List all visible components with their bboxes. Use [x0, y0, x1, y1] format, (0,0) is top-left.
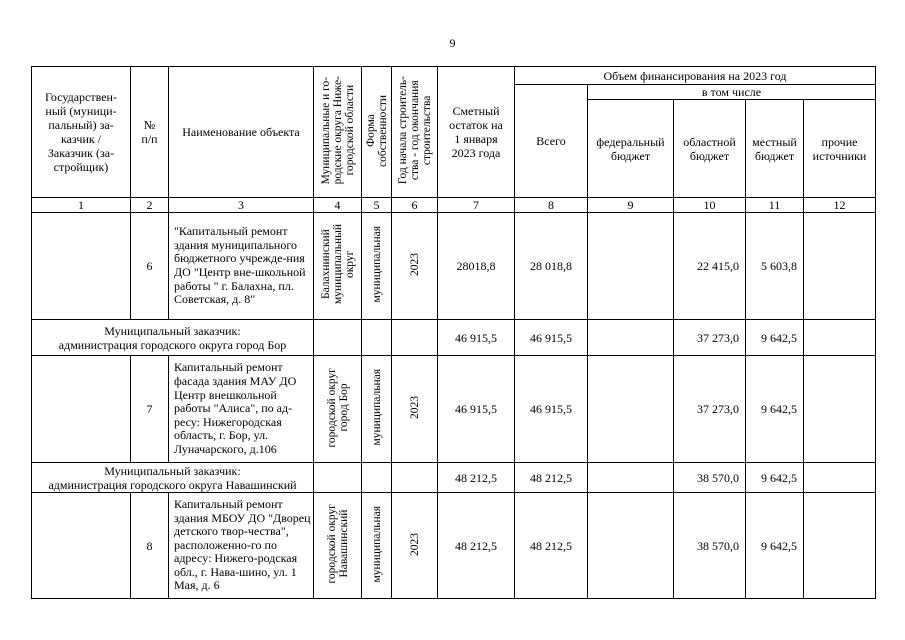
estimate-cell: 48 212,5	[438, 463, 515, 493]
municipality-cell	[314, 320, 362, 356]
regional-cell: 22 415,0	[674, 213, 746, 320]
column-number: 8	[515, 198, 588, 213]
federal-cell	[588, 463, 674, 493]
customer-cell	[32, 213, 131, 320]
table-row	[32, 213, 876, 320]
column-number: 2	[131, 198, 169, 213]
customer-cell	[32, 356, 131, 463]
years-cell: 2023	[392, 213, 438, 320]
local-cell: 9 642,5	[746, 320, 804, 356]
column-number: 7	[438, 198, 515, 213]
customer-name: Муниципальный заказчик: администрация городского округа город Бор	[32, 320, 314, 356]
regional-cell: 38 570,0	[674, 493, 746, 599]
page-number: 9	[449, 36, 456, 50]
header-financing: Объем финансирования на 2023 год	[515, 67, 876, 85]
header-federal: федеральный бюджет	[588, 100, 674, 198]
local-cell: 5 603,8	[746, 213, 804, 320]
column-number: 12	[804, 198, 876, 213]
header-regional: областной бюджет	[674, 100, 746, 198]
federal-cell	[588, 493, 674, 599]
municipality-cell: городской округ Навашинский	[314, 493, 362, 599]
column-number: 3	[169, 198, 314, 213]
regional-cell: 38 570,0	[674, 463, 746, 493]
estimate-cell: 48 212,5	[438, 493, 515, 599]
local-cell: 9 642,5	[746, 493, 804, 599]
total-cell: 48 212,5	[515, 493, 588, 599]
header-years: Год начала строитель- ства - год окончания строительства	[392, 67, 438, 198]
local-cell: 9 642,5	[746, 463, 804, 493]
ownership-cell: муниципальная	[362, 213, 392, 320]
regional-cell: 37 273,0	[674, 320, 746, 356]
table-row	[32, 493, 876, 599]
object-name: Капитальный ремонт здания МБОУ ДО "Дворец детского твор-чества", расположенно-го по адресу: Нижего-родская обл., г. Нава-шино, ул. 1 Мая, д. 6	[169, 493, 314, 599]
header-object-name: Наименование объекта	[169, 67, 314, 198]
column-number: 6	[392, 198, 438, 213]
federal-cell	[588, 213, 674, 320]
row-number: 7	[131, 356, 169, 463]
municipality-cell	[314, 463, 362, 493]
column-number: 5	[362, 198, 392, 213]
estimate-cell: 28018,8	[438, 213, 515, 320]
municipality-cell: Балахнинский муниципальный округ	[314, 213, 362, 320]
other-cell	[804, 320, 876, 356]
header-ownership: Форма собственности	[362, 67, 392, 198]
estimate-cell: 46 915,5	[438, 320, 515, 356]
table-row	[32, 320, 876, 356]
column-numbers-row	[32, 198, 876, 213]
ownership-cell	[362, 320, 392, 356]
municipality-cell: городской округ город Бор	[314, 356, 362, 463]
federal-cell	[588, 356, 674, 463]
header-customer: Государствен- ный (муници- пальный) за- казчик / Заказчик (за- стройщик)	[32, 67, 131, 198]
header-municipality: Муниципальные и го- родские округа Ниже- городской области	[314, 67, 362, 198]
row-number: 8	[131, 493, 169, 599]
customer-name: Муниципальный заказчик: администрация городского округа Навашинский	[32, 463, 314, 493]
header-number: № п/п	[131, 67, 169, 198]
other-cell	[804, 493, 876, 599]
ownership-cell: муниципальная	[362, 356, 392, 463]
years-cell	[392, 320, 438, 356]
customer-cell	[32, 493, 131, 599]
table-row	[32, 463, 876, 493]
ownership-cell	[362, 463, 392, 493]
row-number: 6	[131, 213, 169, 320]
object-name: Капитальный ремонт фасада здания МАУ ДО Центр внешкольной работы "Алиса", по ад-ресу: Нижегородская область, г. Бор, ул. Луначарского, д.106	[169, 356, 314, 463]
column-number: 11	[746, 198, 804, 213]
column-number: 4	[314, 198, 362, 213]
financing-table	[31, 66, 876, 599]
total-cell: 28 018,8	[515, 213, 588, 320]
federal-cell	[588, 320, 674, 356]
other-cell	[804, 213, 876, 320]
years-cell	[392, 463, 438, 493]
years-cell: 2023	[392, 356, 438, 463]
local-cell: 9 642,5	[746, 356, 804, 463]
total-cell: 48 212,5	[515, 463, 588, 493]
column-number: 10	[674, 198, 746, 213]
header-other: прочие источники	[804, 100, 876, 198]
header-estimate: Сметный остаток на 1 января 2023 года	[438, 67, 515, 198]
column-number: 9	[588, 198, 674, 213]
years-cell: 2023	[392, 493, 438, 599]
total-cell: 46 915,5	[515, 320, 588, 356]
other-cell	[804, 463, 876, 493]
total-cell: 46 915,5	[515, 356, 588, 463]
table-row	[32, 356, 876, 463]
column-number: 1	[32, 198, 131, 213]
estimate-cell: 46 915,5	[438, 356, 515, 463]
object-name: "Капитальный ремонт здания муниципального бюджетного учрежде-ния ДО "Центр вне-школьной работы " г. Балахна, пл. Советская, д. 8"	[169, 213, 314, 320]
header-total: Всего	[515, 85, 588, 198]
header-including: в том числе	[588, 85, 876, 100]
other-cell	[804, 356, 876, 463]
header-local: местный бюджет	[746, 100, 804, 198]
regional-cell: 37 273,0	[674, 356, 746, 463]
ownership-cell: муниципальная	[362, 493, 392, 599]
